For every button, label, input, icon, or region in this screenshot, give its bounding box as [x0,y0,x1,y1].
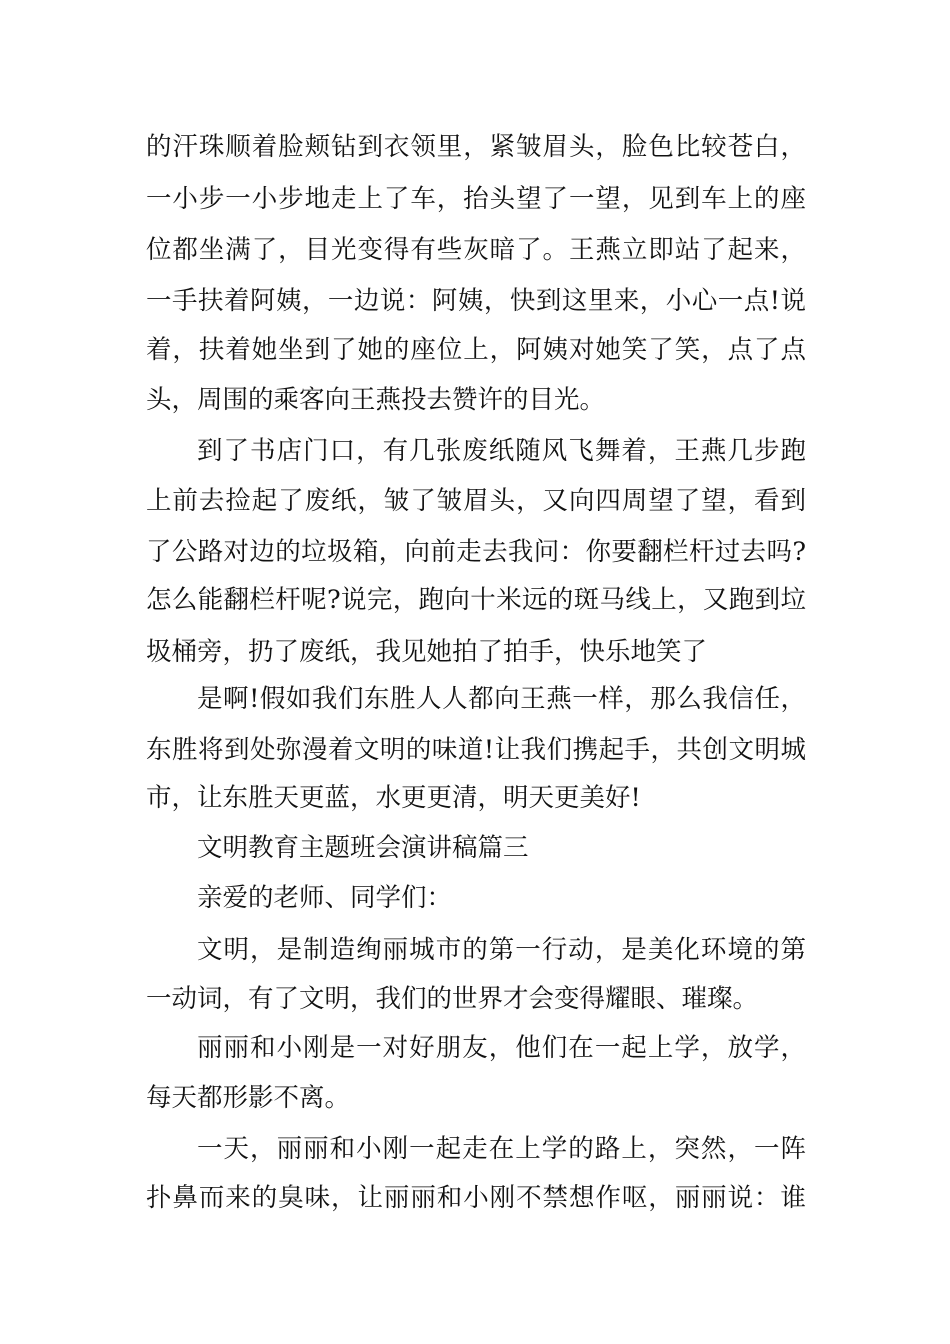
text-line-10: 怎么能翻栏杆呢?说完，跑向十米远的斑马线上，又跑到垃 [146,585,806,615]
text-line-17: 文明，是制造绚丽城市的第一行动，是美化环境的第 [197,935,806,965]
text-line-8: 上前去捡起了废纸，皱了皱眉头，又向四周望了望，看到 [146,486,806,516]
text-line-4: 一手扶着阿姨，一边说：阿姨，快到这里来，小心一点!说 [146,286,806,316]
section-title: 文明教育主题班会演讲稿篇三 [197,833,529,863]
text-line-20: 每天都形影不离。 [146,1083,351,1113]
text-line-18: 一动词，有了文明，我们的世界才会变得耀眼、璀璨。 [146,984,759,1014]
text-line-1: 的汗珠顺着脸颊钻到衣领里，紧皱眉头，脸色比较苍白， [146,132,806,162]
text-line-11: 圾桶旁，扔了废纸，我见她拍了拍手，快乐地笑了 [146,637,708,667]
text-line-12: 是啊!假如我们东胜人人都向王燕一样，那么我信任， [197,684,806,714]
text-line-21: 一天，丽丽和小刚一起走在上学的路上，突然，一阵 [197,1134,806,1164]
text-line-22: 扑鼻而来的臭味，让丽丽和小刚不禁想作呕，丽丽说：谁 [146,1183,806,1213]
text-line-7: 到了书店门口，有几张废纸随风飞舞着，王燕几步跑 [197,436,806,466]
text-line-5: 着，扶着她坐到了她的座位上，阿姨对她笑了笑，点了点 [146,335,806,365]
text-line-14: 市，让东胜天更蓝，水更更清，明天更美好! [146,783,641,813]
text-line-3: 位都坐满了，目光变得有些灰暗了。王燕立即站了起来， [146,235,806,265]
text-line-19: 丽丽和小刚是一对好朋友，他们在一起上学，放学， [197,1033,806,1063]
text-line-2: 一小步一小步地走上了车，抬头望了一望，见到车上的座 [146,184,806,214]
greeting: 亲爱的老师、同学们： [197,883,453,913]
text-line-6: 头，周围的乘客向王燕投去赞许的目光。 [146,385,606,415]
text-line-13: 东胜将到处弥漫着文明的味道!让我们携起手，共创文明城 [146,735,806,765]
text-line-9: 了公路对边的垃圾箱，向前走去我问：你要翻栏杆过去吗? [146,537,806,567]
